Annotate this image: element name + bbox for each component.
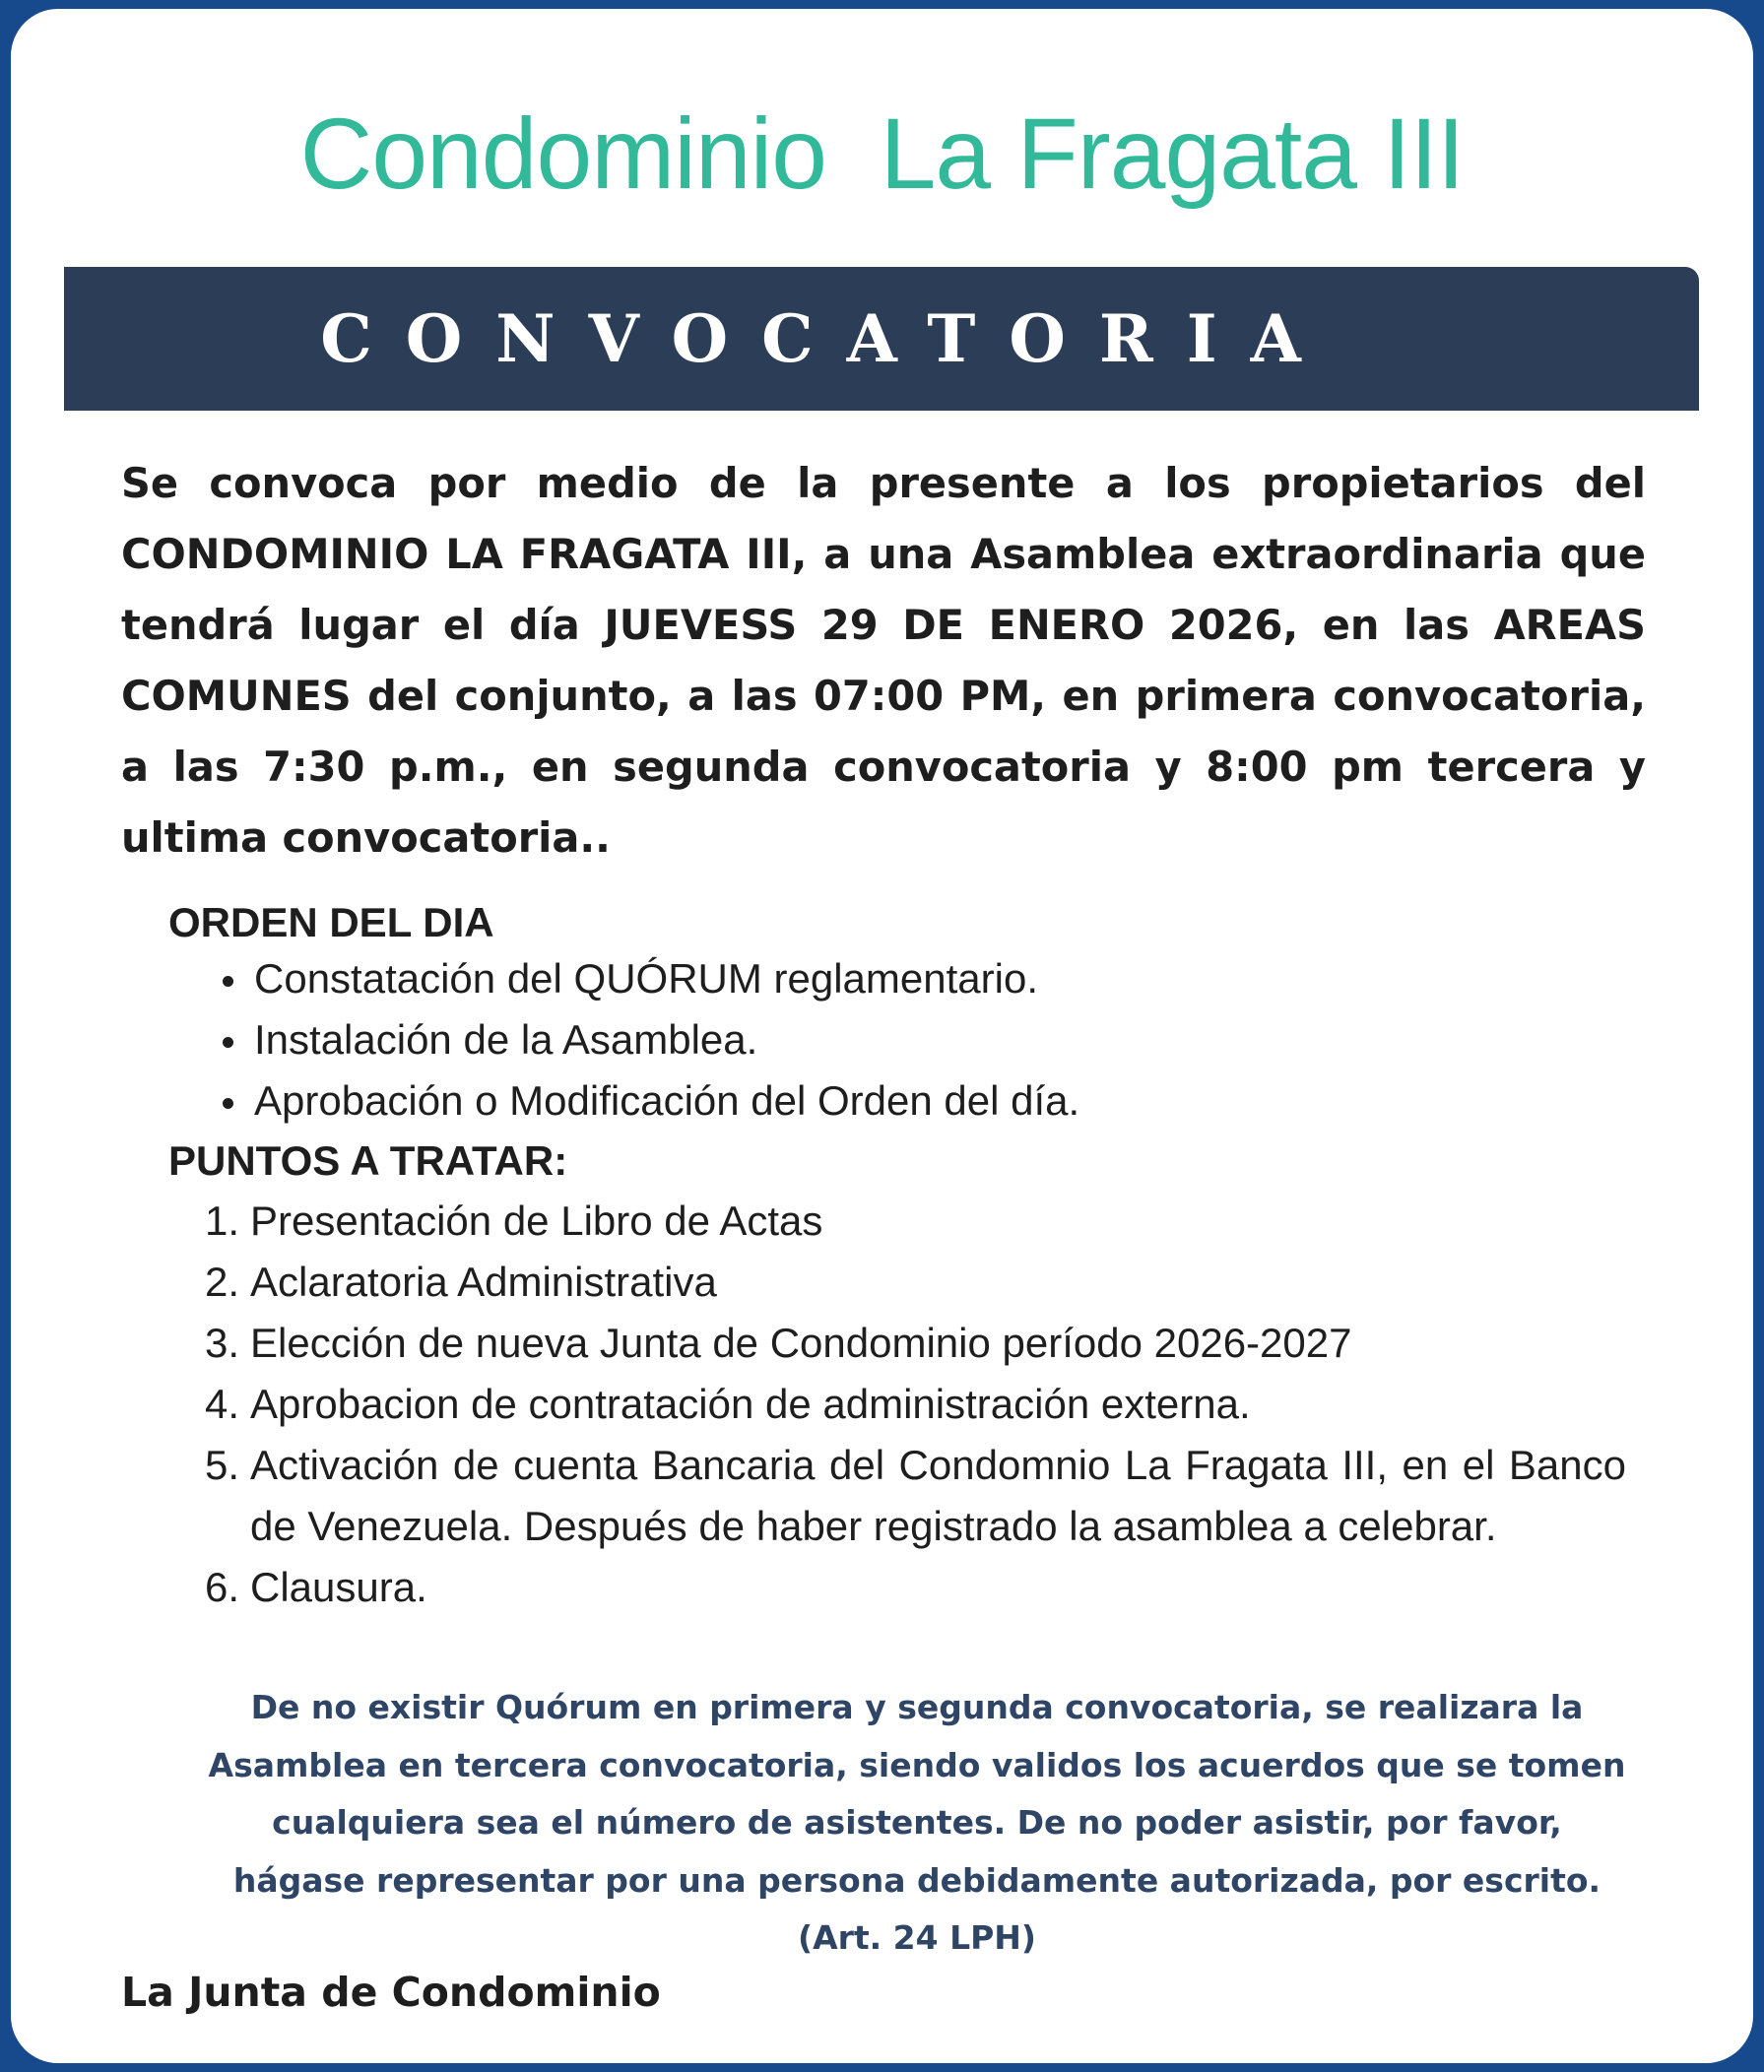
- intro-paragraph: Se convoca por medio de la presente a los propietarios del CONDOMINIO LA FRAGATA III, a una Asamblea extraordinaria que tendrá lugar el día JUEVESS 29 DE ENERO 2026, en las AREAS COMUNES del conjunto, a las 07:00 PM, en primera convocatoria, a las 7:30 p.m., en segunda convocatoria y 8:00 pm tercera y ultima convocatoria..: [121, 459, 1646, 862]
- org-title: Condominio La Fragata III: [299, 97, 1465, 210]
- list-item-text: Aclaratoria Administrativa: [250, 1259, 717, 1305]
- list-item: [205, 1252, 1626, 1313]
- list-item-text: Clausura.: [250, 1564, 427, 1610]
- puntos-list: [205, 1191, 1626, 1618]
- item-number: 4.: [205, 1381, 240, 1427]
- list-item-text: Instalación de la Asamblea.: [254, 1016, 758, 1063]
- list-item: [213, 948, 1079, 1009]
- list-item-text: Constatación del QUÓRUM reglamentario.: [254, 955, 1038, 1002]
- banner-title: CONVOCATORIA: [320, 300, 1335, 377]
- orden-list: [213, 948, 1079, 1132]
- list-item: [205, 1435, 1626, 1557]
- list-item: [205, 1374, 1626, 1435]
- signature: La Junta de Condominio: [121, 1969, 661, 2016]
- list-item: [213, 1009, 1079, 1070]
- title-banner: [64, 267, 1699, 411]
- quorum-note: De no existir Quórum en primera y segunda convocatoria, se realizara la Asamblea en tercera convocatoria, siendo validos los acuerdos que se tomen cualquiera sea el número de asistentes. De no poder asistir, por favor, hágase representar por una persona debidamente autorizada, por escrito. (Art. 24 LPH): [208, 1688, 1626, 1957]
- item-number: 5.: [205, 1442, 240, 1488]
- orden-heading: ORDEN DEL DIA: [168, 899, 494, 945]
- item-number: 1.: [205, 1198, 240, 1244]
- bullet-icon: [223, 976, 233, 987]
- list-item: [213, 1070, 1079, 1132]
- announcement-card: [11, 9, 1753, 2063]
- list-item: [205, 1191, 1626, 1252]
- list-item: [205, 1557, 1626, 1618]
- list-item-text: Presentación de Libro de Actas: [250, 1198, 823, 1244]
- bullet-icon: [223, 1037, 233, 1048]
- list-item-text: Aprobación o Modificación del Orden del día.: [254, 1077, 1080, 1124]
- list-item: [205, 1313, 1626, 1374]
- item-number: 6.: [205, 1564, 240, 1610]
- item-number: 2.: [205, 1259, 240, 1305]
- item-number: 3.: [205, 1320, 240, 1366]
- list-item-text: Activación de cuenta Bancaria del Condomnio La Fragata III, en el Banco de Venezuela. Después de haber registrado la asamblea a celebrar.: [250, 1442, 1626, 1549]
- list-item-text: Elección de nueva Junta de Condominio período 2026-2027: [250, 1320, 1352, 1366]
- list-item-text: Aprobacion de contratación de administración externa.: [250, 1381, 1251, 1427]
- bullet-icon: [223, 1098, 233, 1109]
- puntos-heading: PUNTOS A TRATAR:: [168, 1137, 568, 1184]
